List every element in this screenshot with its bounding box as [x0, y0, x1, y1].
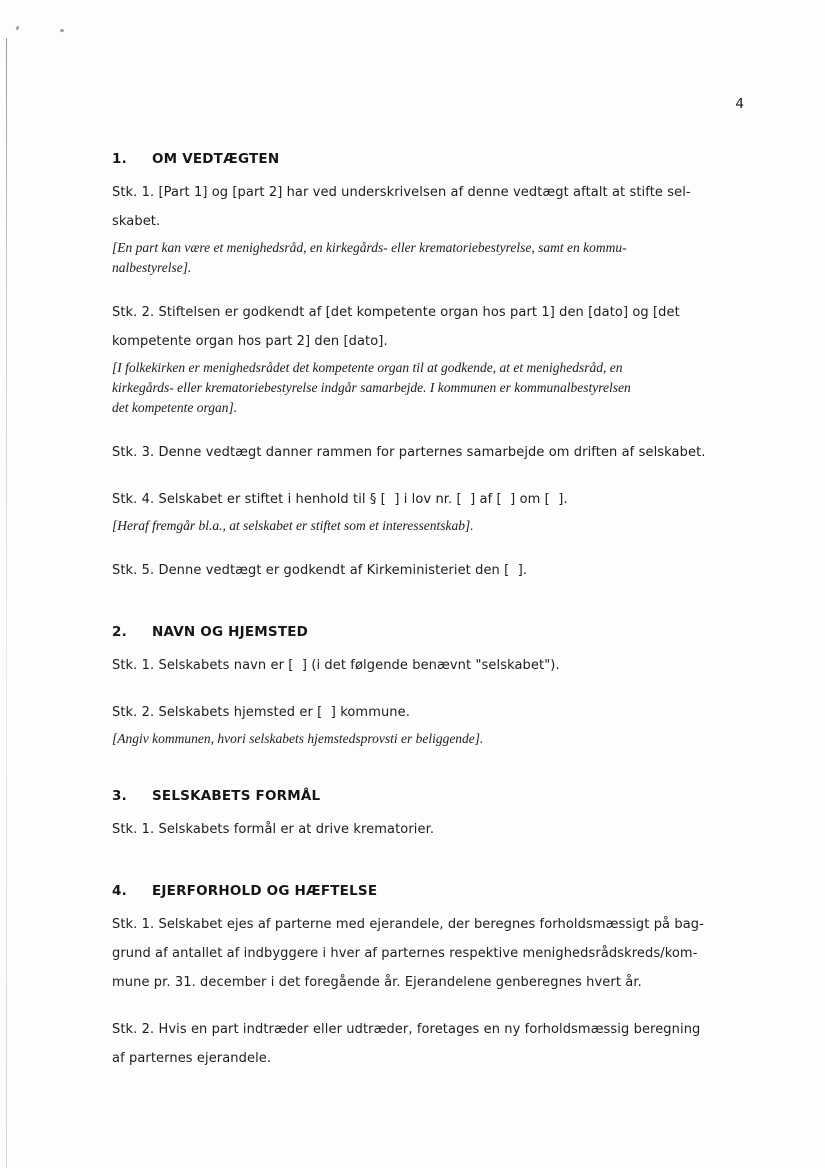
note-paragraph: [I folkekirken er menighedsrådet det kompetente organ til at godkende, at et menighedsråd, en kirkegårds- eller krematoriebestyrelse indgår samarbejde. I kommunen er kommunalbestyrelsen det kompetente organ]. [112, 360, 631, 415]
section-heading [112, 787, 744, 805]
section-title: OM VEDTÆGTEN [152, 151, 280, 167]
body-paragraph: Stk. 2. Selskabets hjemsted er [ ] kommune. [112, 705, 410, 720]
note-paragraph: [Angiv kommunen, hvori selskabets hjemstedsprovsti er beliggende]. [112, 731, 484, 746]
page-number: 4 [735, 96, 744, 112]
body-paragraph: Stk. 1. Selskabets formål er at drive krematorier. [112, 822, 435, 837]
section-number: 1. [112, 151, 127, 167]
section-navn-og-hjemsted [112, 623, 744, 749]
body-paragraph: Stk. 1. [Part 1] og [part 2] har ved underskrivelsen af denne vedtægt aftalt at stifte sel- skabet. [112, 185, 691, 229]
body-paragraph: Stk. 5. Denne vedtægt er godkendt af Kirkeministeriet den [ ]. [112, 563, 528, 578]
section-number: 3. [112, 788, 127, 804]
section-heading [112, 882, 744, 900]
section-heading [112, 623, 744, 641]
note-paragraph: [En part kan være et menighedsråd, en kirkegårds- eller krematoriebestyrelse, samt en kommu- nalbestyrelse]. [112, 240, 627, 275]
body-paragraph: Stk. 2. Hvis en part indtræder eller udtræder, foretages en ny forholdsmæssig beregning af parternes ejerandele. [112, 1022, 701, 1066]
section-number: 4. [112, 883, 127, 899]
scan-artifact-speck [15, 26, 19, 31]
section-ejerforhold-og-haeftelse [112, 882, 744, 1073]
section-number: 2. [112, 624, 127, 640]
scan-artifact-line [6, 38, 7, 1168]
note-paragraph: [Heraf fremgår bl.a., at selskabet er stiftet som et interessentskab]. [112, 518, 474, 533]
body-paragraph: Stk. 1. Selskabets navn er [ ] (i det følgende benævnt "selskabet"). [112, 658, 560, 673]
section-selskabets-formaal [112, 787, 744, 844]
section-om-vedtaegten [112, 150, 744, 585]
body-paragraph: Stk. 3. Denne vedtægt danner rammen for parternes samarbejde om driften af selskabet. [112, 445, 706, 460]
section-title: SELSKABETS FORMÅL [152, 788, 321, 804]
body-paragraph: Stk. 1. Selskabet ejes af parterne med ejerandele, der beregnes forholdsmæssigt på bag- grund af antallet af indbyggere i hver af parternes respektive menighedsrådskreds/kom- mune pr. 31. december i det foregående år. Ejerandelene genberegnes hvert år. [112, 917, 704, 990]
body-paragraph: Stk. 2. Stiftelsen er godkendt af [det kompetente organ hos part 1] den [dato] og [det kompetente organ hos part 2] den [dato]. [112, 305, 680, 349]
page-content [112, 96, 744, 1091]
section-title: EJERFORHOLD OG HÆFTELSE [152, 883, 378, 899]
section-title: NAVN OG HJEMSTED [152, 624, 309, 640]
scan-artifact-speck [60, 28, 65, 32]
section-heading [112, 150, 744, 168]
body-paragraph: Stk. 4. Selskabet er stiftet i henhold til § [ ] i lov nr. [ ] af [ ] om [ ]. [112, 492, 568, 507]
